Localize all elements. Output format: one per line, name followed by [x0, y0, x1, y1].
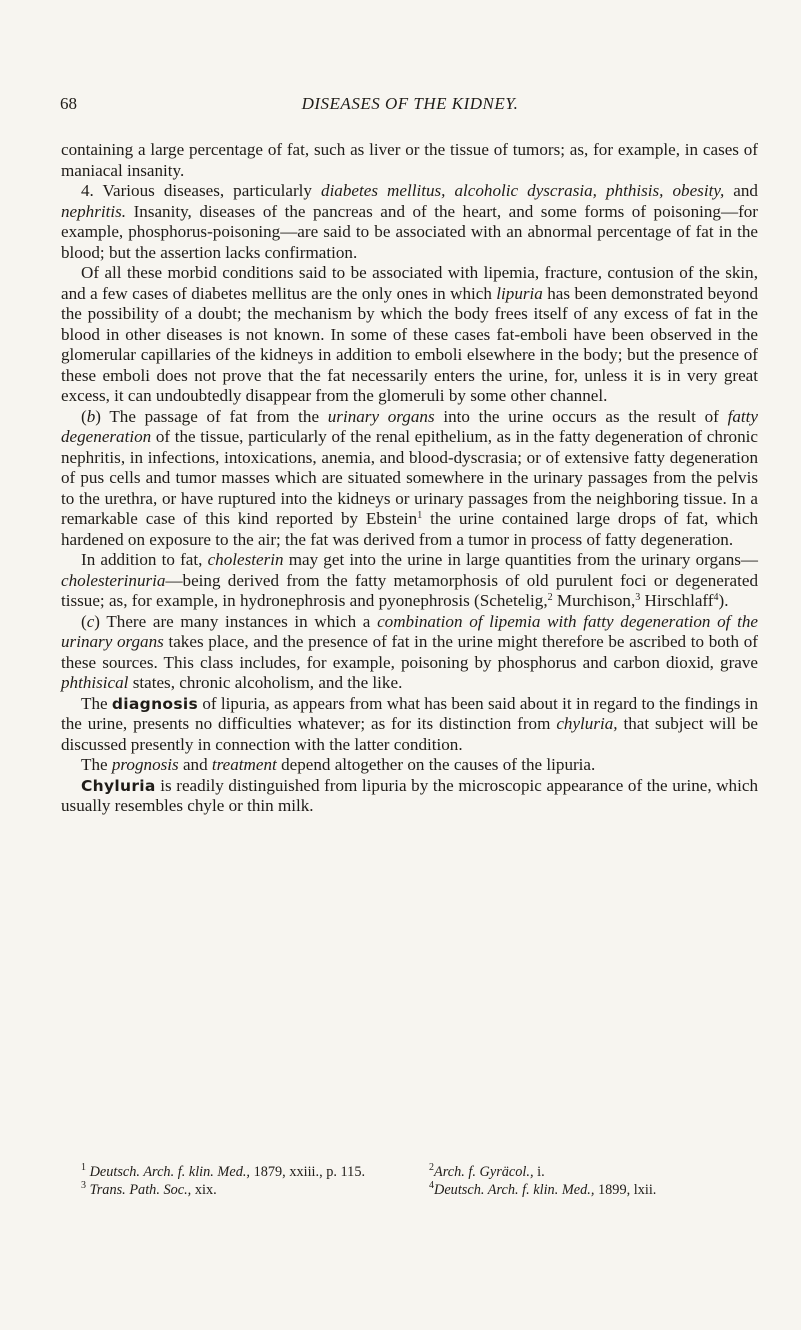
- paragraph-prognosis: The prognosis and treatment depend altogether on the causes of the lipuria.: [81, 755, 596, 774]
- footnote-ref-1: 1: [417, 510, 423, 521]
- footnote-row: [81, 1181, 761, 1199]
- footnote-4: $^4$Deutsch. Arch. f. klin. Med., 1899, lxii.: [429, 1180, 657, 1198]
- page-number: 68: [60, 94, 77, 113]
- running-head: DISEASES OF THE KIDNEY.: [301, 94, 519, 113]
- footnote-row: [81, 1163, 761, 1181]
- paragraph-continuation: containing a large percentage of fat, such as liver or the tissue of tumors; as, for example, in cases of maniacal insanity.: [61, 140, 758, 180]
- paragraph-combination: (c) There are many instances in which a combination of lipemia with fatty degeneration of the urinary organs takes place, and the presence of fat in the urine might therefore be ascribed to both of these sources. This class includes, for example, poisoning by phosphorus and carbon dioxid, grave phthisical states, chronic alcoholism, and the like.: [61, 611, 758, 692]
- footnotes: [81, 1163, 761, 1199]
- footnote-ref-4: 4: [713, 592, 719, 603]
- body-text: [61, 140, 758, 817]
- paragraph-morbid-conditions: Of all these morbid conditions said to be associated with lipemia, fracture, contusion of the skin, and a few cases of diabetes mellitus are the only ones in which lipuria has been demonstrated beyond the possibility of a doubt; the mechanism by which the body frees itself of any excess of fat in the blood in other diseases is not known. In some of these cases fat-emboli have been observed in the glomerular capillaries of the kidneys in addition to emboli elsewhere in the body; but the presence of these emboli does not prove that the fat necessarily enters the urine, for, unless it is in very great excess, it can undoubtedly disappear from the glomeruli by some other channel.: [61, 263, 758, 405]
- heading-chyluria: Chyluria: [81, 776, 156, 795]
- paragraph-fatty-degeneration: (b) The passage of fat from the urinary organs into the urine occurs as the result of fatty degeneration of the tissue, particularly of the renal epithelium, as in the fatty degeneration of chronic nephritis, in infections, intoxications, anemia, and blood-dyscrasia; or of extensive fatty degeneration of pus cells and tumor masses which are situated somewhere in the urinary passages from the pelvis to the urethra, or have ruptured into the kidneys or urinary passages from the neighboring tissue. In a remarkable case of this kind reported by Ebstein$^1$ the urine contained large drops of fat, which hardened on exposure to the air; the fat was derived from a tumor in process of fatty degeneration.: [61, 406, 759, 549]
- footnote-2: $^2$Arch. f. Gyräcol., i.: [429, 1162, 545, 1180]
- footnote-3: $^3$ Trans. Path. Soc., xix.: [81, 1180, 217, 1198]
- paragraph-various-diseases: 4. Various diseases, particularly diabetes mellitus, alcoholic dyscrasia, phthisis, obesity, and nephritis. Insanity, diseases of the pancreas and of the heart, and some forms of poisoning—for example, phosphorus-poisoning—are said to be associated with an abnormal percentage of fat in the blood; but the assertion lacks confirmation.: [61, 181, 758, 262]
- paragraph-chyluria: Chyluria is readily distinguished from lipuria by the microscopic appearance of the urine, which usually resembles chyle or thin milk.: [61, 775, 758, 815]
- footnote-ref-3: 3: [635, 592, 641, 603]
- paragraph-cholesterin: In addition to fat, cholesterin may get into the urine in large quantities from the urinary organs—cholesterinuria—being derived from the fatty metamorphosis of old purulent foci or degenerated tissue; as, for example, in hydronephrosis and pyonephrosis (Schetelig,$^2$ Murchison,$^3$ Hirschlaff$^4$).: [61, 550, 758, 610]
- page-header: [60, 94, 760, 116]
- footnote-ref-2: 2: [547, 592, 553, 603]
- heading-diagnosis: diagnosis: [111, 694, 199, 713]
- footnote-1: $^1$ Deutsch. Arch. f. klin. Med., 1879, xxiii., p. 115.: [81, 1162, 366, 1180]
- paragraph-diagnosis: The diagnosis of lipuria, as appears from what has been said about it in regard to the findings in the urine, presents no difficulties whatever; as for its distinction from chyluria, that subject will be discussed presently in connection with the latter condition.: [61, 693, 758, 754]
